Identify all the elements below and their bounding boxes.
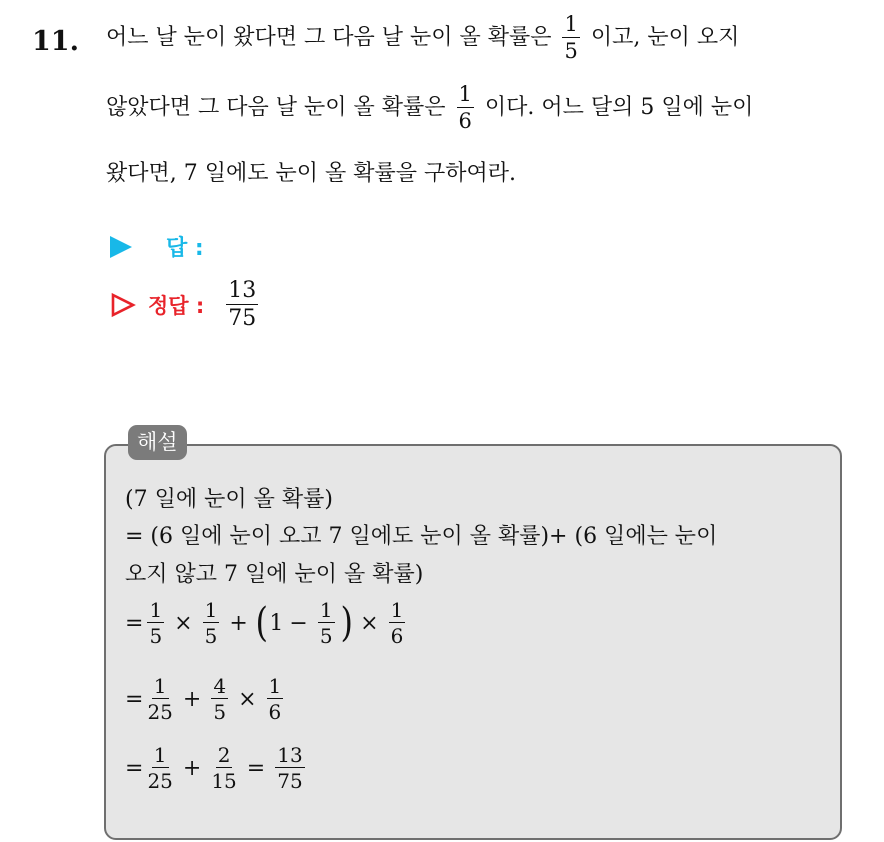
numerator: 13 — [228, 278, 257, 303]
fraction — [457, 84, 474, 132]
answer-row — [110, 231, 204, 262]
solution-line-1: (7 일에 눈이 올 확률) — [125, 487, 333, 512]
numerator: 1 — [153, 743, 167, 767]
denominator: 25 — [147, 769, 173, 793]
fraction — [203, 600, 220, 646]
denominator: 5 — [213, 700, 227, 724]
denominator: 75 — [228, 306, 257, 331]
equals-sign: = — [125, 755, 144, 781]
fraction — [389, 600, 406, 646]
fraction — [275, 745, 304, 791]
denominator: 6 — [268, 700, 282, 724]
numerator: 1 — [268, 674, 282, 698]
denominator: 75 — [277, 769, 303, 793]
fraction — [562, 14, 579, 62]
question-number: 11. — [32, 26, 79, 57]
outline-triangle-icon — [110, 292, 136, 318]
denominator: 25 — [147, 700, 173, 724]
plus-sign: + — [182, 755, 202, 781]
correct-answer-row — [110, 280, 262, 330]
numerator: 1 — [564, 12, 578, 36]
question-text: 어느 날 눈이 왔다면 그 다음 날 눈이 올 확률은 — [106, 25, 552, 50]
left-paren: ( — [255, 600, 268, 646]
denominator: 5 — [204, 624, 218, 648]
correct-answer-fraction — [226, 280, 258, 330]
denominator: 5 — [564, 39, 578, 63]
denominator: 15 — [211, 769, 237, 793]
question-text: 이고, 눈이 오지 — [590, 25, 740, 50]
equals-sign: = — [125, 610, 144, 636]
times-sign: × — [238, 686, 257, 712]
fraction — [211, 676, 228, 722]
number: 1 — [269, 610, 284, 636]
numerator: 1 — [153, 674, 167, 698]
denominator: 5 — [319, 624, 333, 648]
solution-line-2: = (6 일에 눈이 오고 7 일에도 눈이 올 확률)+ (6 일에는 눈이 — [125, 524, 718, 549]
numerator: 1 — [458, 82, 472, 106]
denominator: 5 — [149, 624, 163, 648]
solution-equation-2 — [125, 676, 287, 722]
fraction — [211, 745, 236, 791]
numerator: 1 — [204, 598, 218, 622]
plus-sign: + — [182, 686, 202, 712]
right-paren: ) — [340, 600, 353, 646]
denominator: 6 — [390, 624, 404, 648]
denominator: 6 — [458, 109, 472, 133]
question-text: 않았다면 그 다음 날 눈이 올 확률은 — [106, 95, 446, 120]
fraction — [147, 676, 172, 722]
solution-tab-label: 해설 — [128, 425, 187, 460]
question-line-2 — [106, 84, 753, 132]
fraction — [318, 600, 335, 646]
numerator: 13 — [277, 743, 303, 767]
question-text: 이다. 어느 달의 5 일에 눈이 — [484, 95, 754, 120]
equals-sign: = — [246, 755, 266, 781]
times-sign: × — [360, 610, 379, 636]
minus-sign: − — [289, 610, 308, 636]
answer-label: 답 : — [166, 236, 204, 261]
times-sign: × — [174, 610, 193, 636]
numerator: 1 — [149, 598, 163, 622]
play-triangle-icon — [110, 236, 132, 258]
numerator: 4 — [213, 674, 227, 698]
solution-line-3: 오지 않고 7 일에 눈이 올 확률) — [125, 562, 424, 587]
solution-equation-3 — [125, 745, 309, 791]
question-line-1 — [106, 14, 739, 62]
correct-answer-label: 정답 : — [148, 294, 205, 318]
numerator: 2 — [217, 743, 231, 767]
question-line-3: 왔다면, 7 일에도 눈이 올 확률을 구하여라. — [106, 161, 516, 186]
fraction — [147, 600, 164, 646]
equals-sign: = — [125, 686, 144, 712]
fraction — [267, 676, 284, 722]
fraction — [147, 745, 172, 791]
numerator: 1 — [319, 598, 333, 622]
plus-sign: + — [229, 610, 248, 636]
numerator: 1 — [390, 598, 404, 622]
solution-equation-1 — [125, 600, 409, 646]
